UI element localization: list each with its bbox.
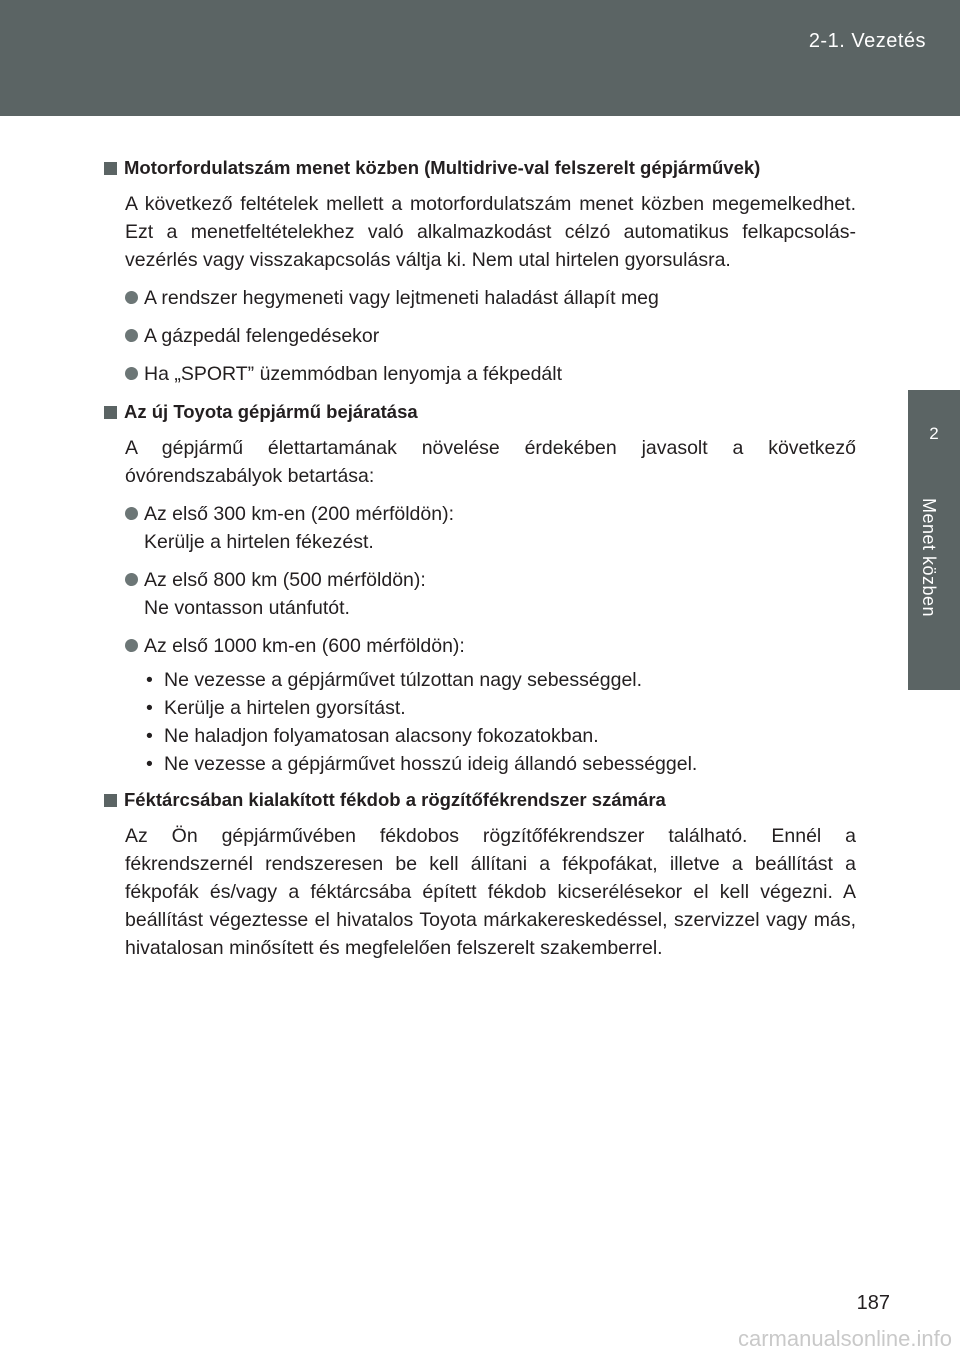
list-item [125,632,856,660]
section-heading-text: Az új Toyota gépjármű bejáratása [124,401,418,422]
square-bullet-icon [104,406,117,419]
paragraph: Az Ön gépjárművében fékdobos rögzítőfékrendszer található. Ennél a fékrendszernél rendszeresen be kell állítani a fékpofákat, illetve a beállítást a fékpofák és/vagy a féktárcsába épített fékdob kicserélésekor el kell végezni. A beállítást végeztesse el hivatalos Toyota márkakereskedéssel, szervizzel vagy más, hivatalosan minősített és megfelelően felszerelt szakemberrel. [125,825,856,959]
list-item-text: A rendszer hegymeneti vagy lejtmeneti haladást állapít meg [144,287,659,309]
list-item [125,360,856,388]
list-item-subtext: Kerülje a hirtelen fékezést. [144,531,374,553]
circle-bullet-icon [125,291,138,304]
header-bar [0,0,960,116]
section-heading-text: Féktárcsában kialakított fékdob a rögzítőfékrendszer számára [124,789,666,810]
list-item-text: A gázpedál felengedésekor [144,325,380,347]
list-item [125,284,856,312]
side-tab-label: Menet közben [919,498,939,618]
sub-list-item: • Ne vezesse a gépjárművet túlzottan nagy sebességgel. [146,666,856,694]
watermark-text: carmanualsonline.info [737,1326,952,1351]
sub-list-item: • Ne haladjon folyamatosan alacsony fokozatokban. [146,722,856,750]
side-chapter-tab [908,390,960,690]
circle-bullet-icon [125,639,138,652]
list-item-text: Ha „SPORT” üzemmódban lenyomja a fékpedált [144,363,563,385]
list-item-text: Az első 300 km-en (200 mérföldön): [144,503,454,525]
paragraph: A gépjármű élettartamának növelése érdekében javasolt a következő óvórendszabályok betartása: [125,437,856,487]
paragraph: A következő feltételek mellett a motorfordulatszám menet közben megemelkedhet. Ezt a menetfeltételekhez való alkalmazkodást célzó automatikus felkapcsolás-vezérlés vagy visszakapcsolás váltja ki. Nem utal hirtelen gyorsulásra. [125,193,856,271]
section-heading [104,786,856,814]
chapter-title: 2-1. Vezetés [808,30,926,52]
circle-bullet-icon [125,329,138,342]
list-item-subtext: Ne vontasson utánfutót. [144,597,350,619]
bullet-dot-icon: • [146,697,153,719]
section-heading-text: Motorfordulatszám menet közben (Multidrive-val felszerelt gépjárművek) [124,157,761,178]
list-item [125,500,856,556]
square-bullet-icon [104,794,117,807]
circle-bullet-icon [125,367,138,380]
circle-bullet-icon [125,507,138,520]
sub-list-item: • Ne vezesse a gépjárművet hosszú ideig állandó sebességgel. [146,750,856,778]
list-item-text: Az első 800 km (500 mérföldön): [144,569,426,591]
side-tab-number: 2 [929,424,939,443]
circle-bullet-icon [125,573,138,586]
sub-list-item: • Kerülje a hirtelen gyorsítást. [146,694,856,722]
page-content [104,154,856,972]
list-item [125,566,856,622]
list-item-text: Az első 1000 km-en (600 mérföldön): [144,635,465,657]
square-bullet-icon [104,162,117,175]
sub-list [146,666,856,778]
bullet-dot-icon: • [146,753,153,775]
page-number: 187 [856,1292,890,1314]
section-heading [104,398,856,426]
list-item [125,322,856,350]
section-heading [104,154,856,182]
bullet-dot-icon: • [146,669,153,691]
bullet-dot-icon: • [146,725,153,747]
